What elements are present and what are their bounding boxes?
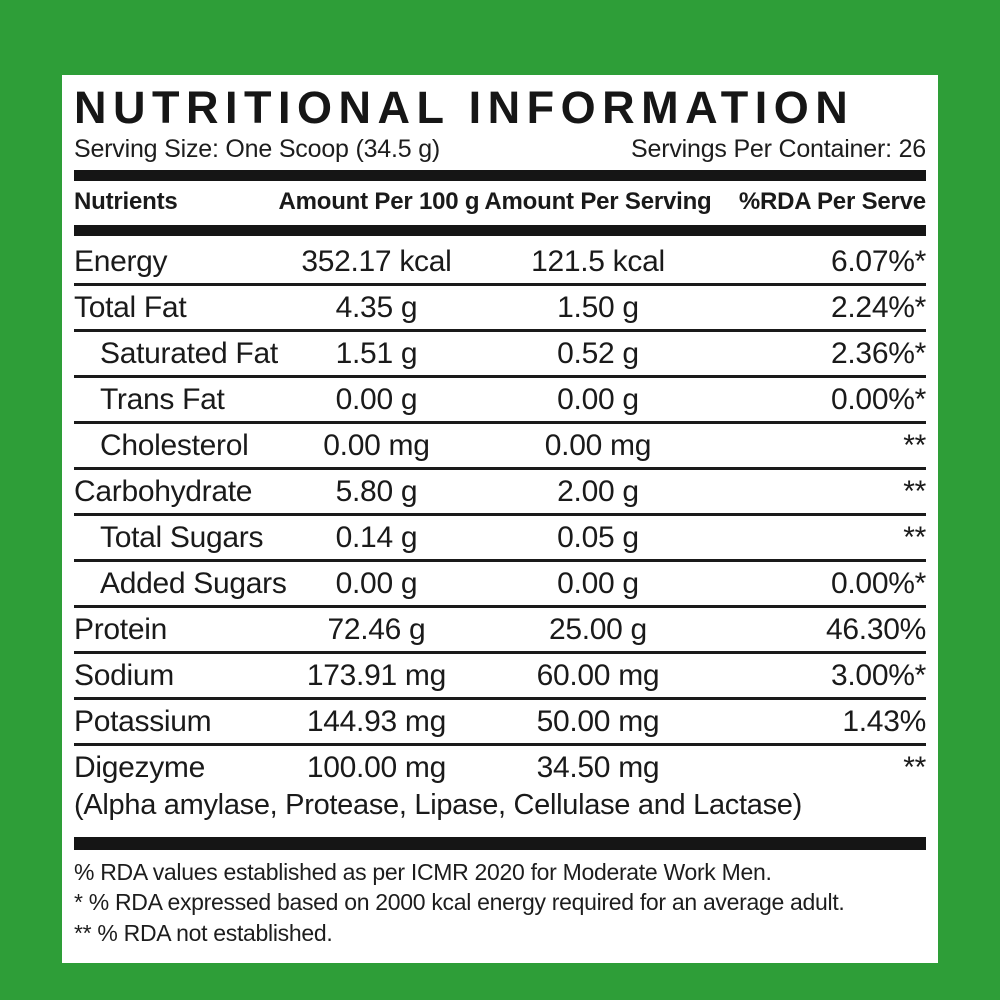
amount-per-100g: 352.17 kcal (301, 244, 452, 278)
divider-bar-header (74, 225, 926, 236)
table-row (74, 513, 926, 559)
nutrient-name: Digezyme (74, 750, 205, 784)
amount-per-serving: 0.00 mg (544, 428, 652, 462)
nutrient-name: Sodium (74, 658, 174, 692)
amount-per-100g: 5.80 g (335, 474, 418, 508)
nutrient-name: Saturated Fat (100, 336, 278, 370)
amount-per-100g: 0.00 g (335, 566, 418, 600)
amount-per-100g: 144.93 mg (306, 704, 446, 738)
nutrition-facts-panel (62, 75, 938, 963)
table-row (74, 559, 926, 605)
rda-per-serve: 46.30% (826, 612, 926, 646)
rda-per-serve: 2.24%* (831, 290, 926, 324)
divider-bar-top (74, 170, 926, 181)
footnote-line: * % RDA expressed based on 2000 kcal energy required for an average adult. (74, 889, 845, 916)
nutrient-name: Total Sugars (100, 520, 264, 554)
nutrient-name: Protein (74, 612, 167, 646)
nutrient-name: Added Sugars (100, 566, 287, 600)
amount-per-100g: 0.00 mg (323, 428, 430, 462)
column-header-nutrients: Nutrients (74, 187, 178, 215)
row-subnote: (Alpha amylase, Protease, Lipase, Cellulase and Lactase) (74, 788, 802, 821)
divider-bar-footnotes (74, 837, 926, 850)
nutrient-name: Cholesterol (100, 428, 249, 462)
nutrient-rows (74, 240, 926, 828)
rda-per-serve: ** (903, 474, 926, 508)
amount-per-serving: 121.5 kcal (531, 244, 665, 278)
amount-per-100g: 4.35 g (335, 290, 418, 324)
column-header-row (74, 185, 926, 220)
rda-per-serve: 3.00%* (831, 658, 926, 692)
column-header-rda-per-serve: %RDA Per Serve (738, 187, 926, 215)
footnote-line: ** % RDA not established. (74, 919, 333, 946)
rda-per-serve: 6.07%* (831, 244, 926, 278)
column-header-amount-per-100g: Amount Per 100 g (278, 187, 480, 215)
amount-per-serving: 25.00 g (548, 612, 647, 646)
amount-per-100g: 0.14 g (335, 520, 418, 554)
amount-per-serving: 1.50 g (557, 290, 639, 324)
amount-per-100g: 72.46 g (327, 612, 426, 646)
table-row (74, 240, 926, 283)
panel-title: NUTRITIONAL INFORMATION (74, 82, 855, 133)
amount-per-100g: 173.91 mg (306, 658, 446, 692)
serving-info-row (74, 135, 926, 164)
table-row (74, 467, 926, 513)
amount-per-serving: 34.50 mg (536, 750, 660, 784)
amount-per-100g: 0.00 g (335, 382, 418, 416)
rda-per-serve: 0.00%* (831, 382, 926, 416)
nutrient-name: Energy (74, 244, 168, 278)
rda-per-serve: 2.36%* (831, 336, 926, 370)
amount-per-serving: 2.00 g (557, 474, 639, 508)
servings-per-container-text: Servings Per Container: 26 (631, 134, 926, 163)
table-row (74, 651, 926, 697)
footnotes (74, 857, 926, 949)
amount-per-serving: 0.00 g (557, 566, 639, 600)
nutrient-name: Trans Fat (100, 382, 225, 416)
nutrient-name: Total Fat (74, 290, 187, 324)
amount-per-serving: 0.05 g (557, 520, 639, 554)
table-row (74, 329, 926, 375)
amount-per-serving: 0.52 g (557, 336, 639, 370)
serving-size-text: Serving Size: One Scoop (34.5 g) (74, 134, 441, 163)
rda-per-serve: ** (903, 520, 926, 554)
rda-per-serve: 1.43% (842, 704, 926, 738)
amount-per-100g: 100.00 mg (306, 750, 446, 784)
table-row (74, 743, 926, 789)
amount-per-serving: 60.00 mg (536, 658, 660, 692)
table-row (74, 283, 926, 329)
amount-per-serving: 50.00 mg (536, 704, 660, 738)
column-header-amount-per-serving: Amount Per Serving (484, 187, 712, 215)
table-row (74, 605, 926, 651)
footnote-line: % RDA values established as per ICMR 2020 for Moderate Work Men. (74, 858, 772, 885)
nutrient-name: Carbohydrate (74, 474, 253, 508)
amount-per-serving: 0.00 g (557, 382, 639, 416)
table-row (74, 421, 926, 467)
rda-per-serve: 0.00%* (831, 566, 926, 600)
table-row (74, 697, 926, 743)
rda-per-serve: ** (903, 750, 926, 784)
amount-per-100g: 1.51 g (335, 336, 418, 370)
table-row (74, 375, 926, 421)
nutrient-name: Potassium (74, 704, 212, 738)
rda-per-serve: ** (903, 428, 926, 462)
